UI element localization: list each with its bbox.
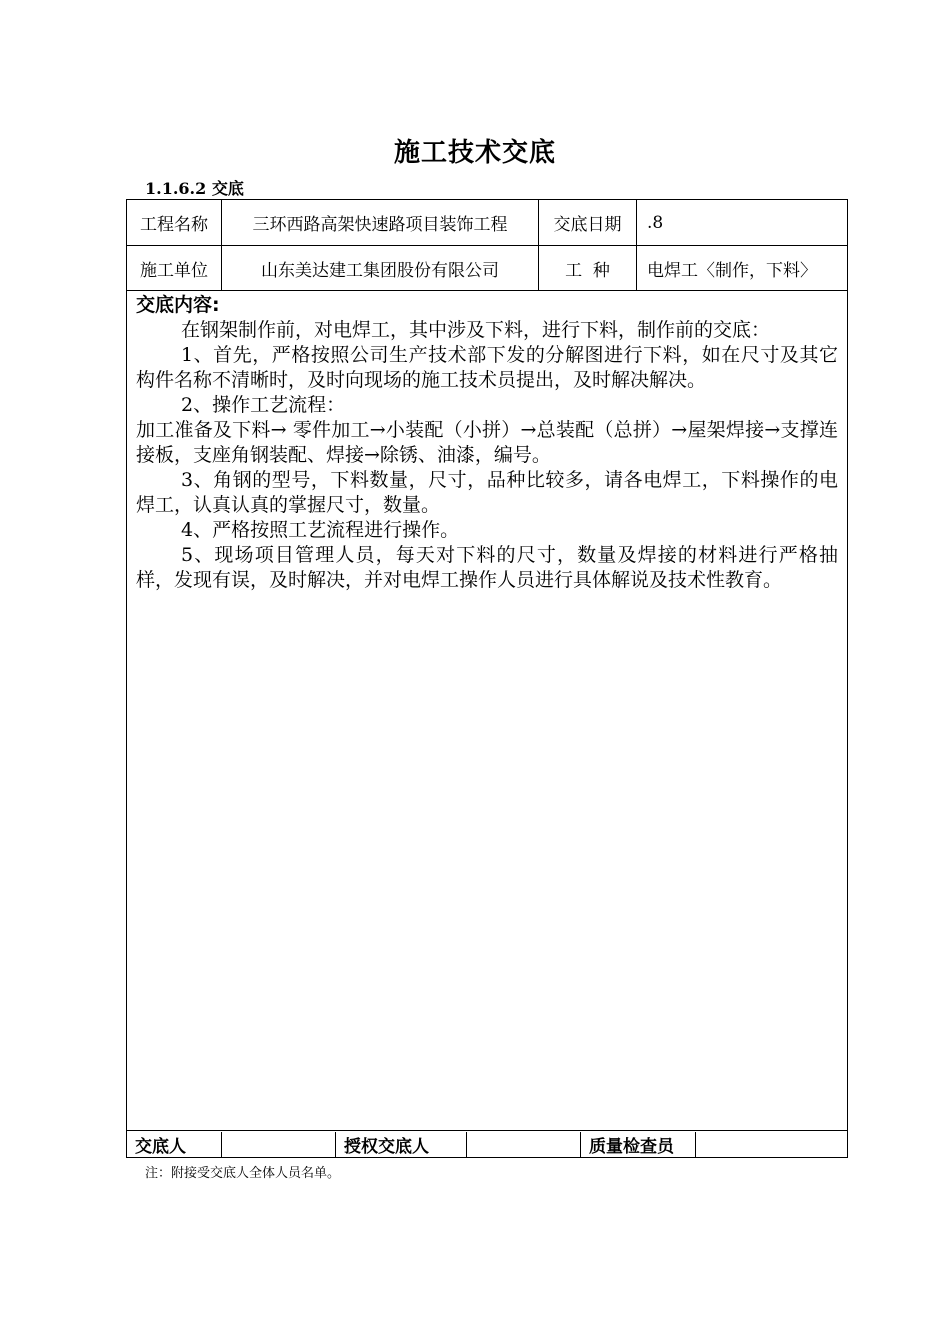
form-row-project	[127, 200, 847, 246]
project-name-value: 三环西路高架快速路项目装饰工程	[222, 200, 539, 245]
authorized-discloser-label: 授权交底人	[336, 1132, 467, 1157]
signature-row	[127, 1132, 847, 1157]
content-paragraph: 4、严格按照工艺流程进行操作。	[181, 519, 460, 541]
content-paragraph: 1、首先，严格按照公司生产技术部下发的分解图进行下料，如在尺寸及其它构件名称不清晰时，及时向现场的施工技术员提出，及时解决解决。	[136, 344, 838, 391]
construction-unit-label: 施工单位	[127, 246, 222, 290]
content-paragraph: 3、角钢的型号，下料数量，尺寸，品种比较多，请各电焊工，下料操作的电焊工，认真认真的掌握尺寸，数量。	[136, 469, 838, 516]
content-paragraph: 在钢架制作前，对电焊工，其中涉及下料，进行下料，制作前的交底：	[181, 319, 771, 341]
disclosure-content	[127, 291, 847, 1131]
project-name-label: 工程名称	[127, 200, 222, 245]
construction-unit-value: 山东美达建工集团股份有限公司	[222, 246, 539, 290]
document-title: 施工技术交底	[393, 138, 556, 168]
content-paragraph: 5、现场项目管理人员，每天对下料的尺寸，数量及焊接的材料进行严格抽样，发现有误，及时解决，并对电焊工操作人员进行具体解说及技术性教育。	[136, 544, 838, 591]
quality-inspector-field[interactable]	[696, 1132, 847, 1157]
authorized-discloser-field[interactable]	[467, 1132, 581, 1157]
footnote: 注：附接受交底人全体人员名单。	[145, 1166, 341, 1181]
section-number: 1.1.6.2 交底	[145, 179, 244, 198]
discloser-label: 交底人	[127, 1132, 222, 1157]
form-row-unit	[127, 246, 847, 291]
disclosure-form	[126, 199, 848, 1158]
content-paragraph: 加工准备及下料→ 零件加工→小装配（小拼）→总装配（总拼）→屋架焊接→支撑连接板，支座角钢装配、焊接→除锈、油漆，编号。	[136, 419, 838, 466]
disclosure-date-label: 交底日期	[539, 200, 637, 245]
content-paragraph: 2、操作工艺流程：	[181, 394, 346, 416]
content-heading: 交底内容:	[136, 294, 220, 316]
quality-inspector-label: 质量检查员	[581, 1132, 696, 1157]
disclosure-date-value: .8	[647, 212, 664, 233]
discloser-field[interactable]	[222, 1132, 336, 1157]
trade-value: 电焊工〈制作，下料〉	[647, 260, 817, 281]
trade-label: 工 种	[539, 246, 637, 290]
